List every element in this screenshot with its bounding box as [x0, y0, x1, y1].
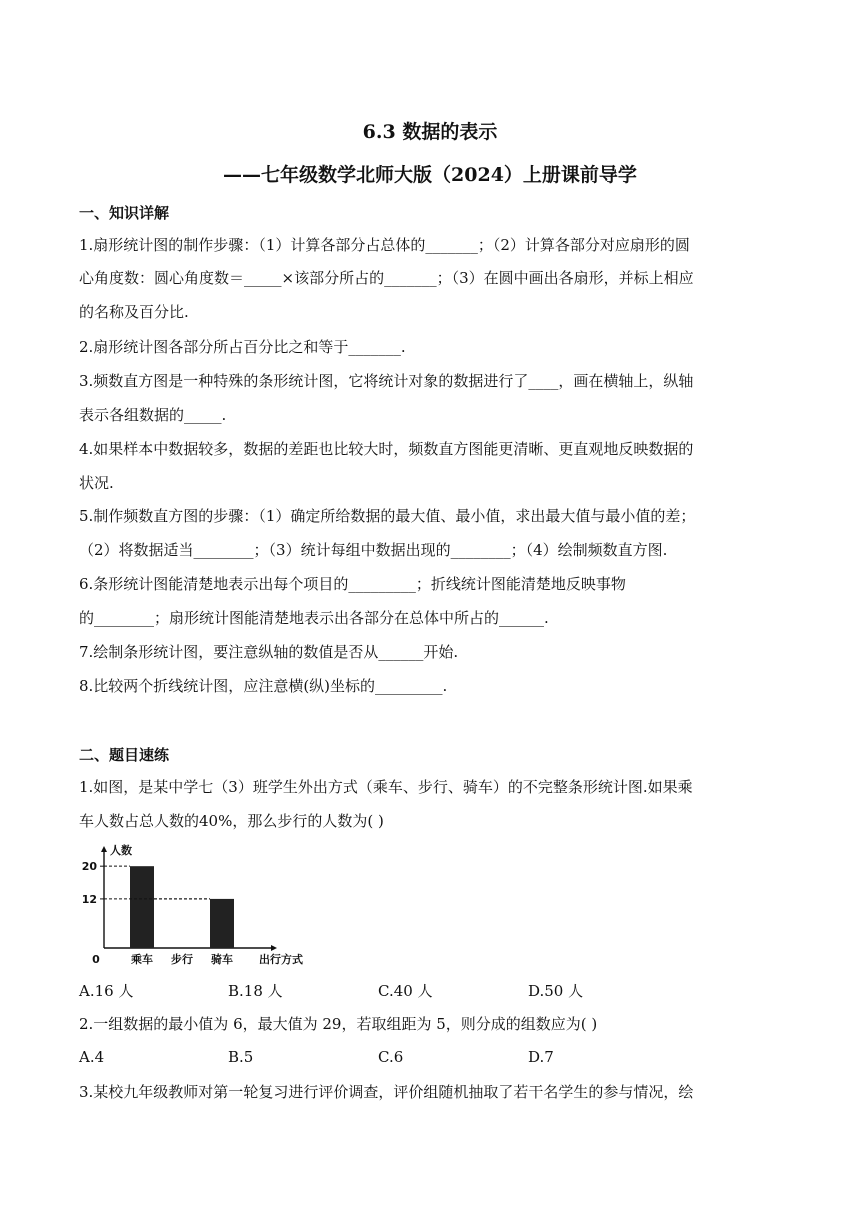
text-line: 8.比较两个折线统计图，应注意横(纵)坐标的_________.: [79, 677, 448, 695]
text-line: 的________；扇形统计图能清楚地表示出各部分在总体中所占的______.: [79, 609, 549, 627]
bar-2: [210, 899, 234, 948]
text-line: 表示各组数据的_____.: [79, 406, 227, 424]
text-line: 心角度数：圆心角度数＝_____×该部分所占的_______；（3）在圆中画出各扇形，并标上相应: [79, 269, 694, 287]
y-axis-label: 人数: [110, 844, 132, 857]
text-line: 6.条形统计图能清楚地表示出每个项目的_________；折线统计图能清楚地反映事物: [79, 575, 626, 593]
text-line: 2.扇形统计图各部分所占百分比之和等于_______.: [79, 338, 406, 356]
bar-chart: [76, 842, 316, 970]
x-axis-arrow: [271, 945, 277, 951]
x-tick-label: 乘车: [131, 953, 153, 966]
q1-choice-a: A.16 人: [79, 982, 134, 1000]
x-axis-label: 出行方式: [259, 953, 303, 966]
q1-choice-c: C.40 人: [378, 982, 433, 1000]
q1-choice-b: B.18 人: [228, 982, 283, 1000]
q2-choice-d: D.7: [528, 1048, 554, 1066]
text-line: 的名称及百分比.: [79, 303, 189, 321]
section-1-heading: 一、知识详解: [79, 204, 170, 222]
y-tick-label: 12: [81, 892, 97, 906]
section-2-heading: 二、题目速练: [79, 746, 170, 764]
bar-0: [130, 866, 154, 948]
origin-label: 0: [92, 953, 100, 966]
x-tick-label: 步行: [171, 953, 193, 966]
y-tick-label: 20: [81, 860, 97, 874]
question-1-line: 车人数占总人数的40%，那么步行的人数为( ): [79, 812, 384, 830]
q1-choice-d: D.50 人: [528, 982, 584, 1000]
y-axis-arrow: [101, 846, 107, 852]
q2-choice-c: C.6: [378, 1048, 404, 1066]
text-line: 3.频数直方图是一种特殊的条形统计图，它将统计对象的数据进行了____，画在横轴上，纵轴: [79, 372, 694, 390]
text-line: 5.制作频数直方图的步骤：（1）确定所给数据的最大值、最小值，求出最大值与最小值的差；: [79, 507, 696, 525]
q2-choice-b: B.5: [228, 1048, 254, 1066]
text-line: 状况.: [79, 474, 114, 492]
question-2-line: 2.一组数据的最小值为 6，最大值为 29，若取组距为 5，则分成的组数应为( ): [79, 1015, 598, 1033]
text-line: 7.绘制条形统计图，要注意纵轴的数值是否从______开始.: [79, 643, 459, 661]
x-tick-label: 骑车: [211, 953, 233, 966]
text-line: （2）将数据适当________；（3）统计每组中数据出现的________；（4）绘制频数直方图.: [79, 541, 668, 559]
q2-choice-a: A.4: [79, 1048, 105, 1066]
question-1-line: 1.如图，是某中学七（3）班学生外出方式（乘车、步行、骑车）的不完整条形统计图.如果乘: [79, 778, 693, 796]
page-title: 6.3 数据的表示: [362, 121, 498, 143]
page-subtitle: ——七年级数学北师大版（2024）上册课前导学: [223, 164, 637, 186]
text-line: 1.扇形统计图的制作步骤：（1）计算各部分占总体的_______；（2）计算各部分对应扇形的圆: [79, 236, 690, 254]
text-line: 4.如果样本中数据较多，数据的差距也比较大时，频数直方图能更清晰、更直观地反映数据的: [79, 440, 694, 458]
question-3-line: 3.某校九年级教师对第一轮复习进行评价调查，评价组随机抽取了若干名学生的参与情况，绘: [79, 1083, 694, 1101]
